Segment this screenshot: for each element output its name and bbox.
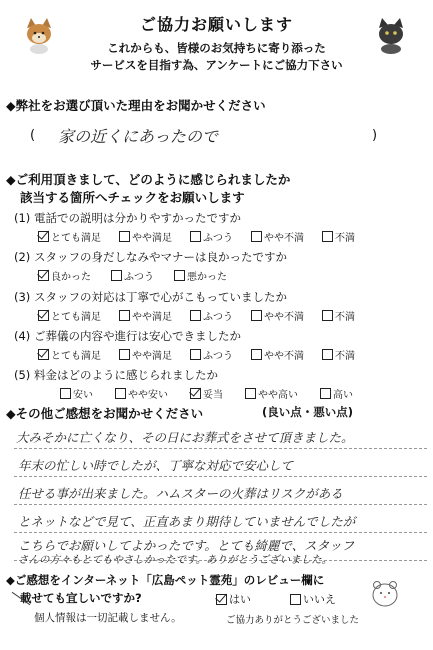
q1-option-label-3: ふつう [203,233,233,244]
q4-option-4[interactable] [251,347,304,362]
q4-option-label-1: とても満足 [51,351,101,362]
q5-checkbox-2[interactable] [115,388,126,399]
q4-checkbox-2[interactable] [119,349,130,360]
q5-option-label-2: やや安い [128,390,168,401]
question-5-label: (5) 料金はどのように感じられましたか [14,368,218,382]
comment-line-1: 大みそかに亡くなり、その日にお葬式をさせて頂きました。 [16,430,354,445]
q5-option-label-4: やや高い [258,390,298,401]
q1-option-2[interactable] [119,229,172,244]
comment-rule-3 [14,504,427,505]
privacy-note: 個人情報は一切記載しません。 [34,612,182,624]
q2-option-2[interactable] [111,268,154,283]
question-5-options [60,386,425,401]
q1-option-4[interactable] [251,229,304,244]
q4-option-5[interactable] [322,347,355,362]
comment-rule-2 [14,476,427,477]
q3-option-2[interactable] [119,308,172,323]
page-title: ご協力お願いします [139,15,293,34]
q5-checkbox-4[interactable] [245,388,256,399]
question-3-options [38,308,425,323]
hamster-icon [368,576,402,610]
q3-option-5[interactable] [322,308,355,323]
q4-checkbox-4[interactable] [251,349,262,360]
thanks-note: ご協力ありがとうございました [226,615,360,626]
q1-option-5[interactable] [322,229,355,244]
q4-checkbox-5[interactable] [322,349,333,360]
q4-option-label-2: やや満足 [132,351,172,362]
question-1-label: (1) 電話での説明は分かりやすかったですか [14,211,241,225]
comments-heading-note: (良い点・悪い点) [262,405,354,419]
review-permission-heading: ◆ご感想をインターネット「広島ペット霊苑」のレビュー欄に [6,573,325,587]
reason-answer[interactable]: 家の近くにあったので [58,127,218,146]
q3-option-4[interactable] [251,308,304,323]
q1-option-1[interactable] [38,229,101,244]
q1-option-label-4: やや不満 [264,233,304,244]
comment-line-6: さんの方々もとてもやさしかったです。ありがとうございました。 [18,554,333,566]
q3-option-label-3: ふつう [203,312,233,323]
reason-open-paren: ( [30,128,36,143]
q2-option-label-2: ふつう [124,272,154,283]
q3-checkbox-1[interactable] [38,310,49,321]
question-1-options [38,229,425,244]
q5-option-label-1: 安い [73,390,93,401]
review-no-label: いいえ [303,593,336,606]
q3-option-1[interactable] [38,308,101,323]
q4-option-3[interactable] [190,347,233,362]
q5-option-4[interactable] [245,386,298,401]
q1-option-label-2: やや満足 [132,233,172,244]
q5-checkbox-1[interactable] [60,388,71,399]
q2-option-1[interactable] [38,268,91,283]
reason-close-paren: ) [372,128,378,143]
comment-line-4: とネットなどで見て、正直あまり期待していませんでしたが [18,514,356,529]
question-4-options [38,347,425,362]
review-yes-checkbox[interactable] [216,594,227,605]
q2-option-3[interactable] [174,268,227,283]
review-no-option[interactable] [290,591,336,607]
intro-line-2: サービスを目指す為、アンケートにご協力下さい [90,58,343,72]
q1-checkbox-5[interactable] [322,231,333,242]
q4-option-label-4: やや不満 [264,351,304,362]
question-3-label: (3) スタッフの対応は丁寧で心がこもっていましたか [14,290,287,304]
q5-option-label-3: 妥当 [203,390,223,401]
q3-checkbox-3[interactable] [190,310,201,321]
comment-rule-1 [14,448,427,449]
q5-option-label-5: 高い [333,390,353,401]
q3-option-label-5: 不満 [335,312,355,323]
comment-line-2: 年末の忙しい時でしたが、丁寧な対応で安心して [18,458,294,473]
q1-option-label-5: 不満 [335,233,355,244]
question-2-label: (2) スタッフの身だしなみやマナーは良かったですか [14,250,287,264]
review-yes-option[interactable] [216,591,251,607]
q3-option-label-1: とても満足 [51,312,101,323]
q1-option-3[interactable] [190,229,233,244]
q1-checkbox-3[interactable] [190,231,201,242]
q3-option-label-2: やや満足 [132,312,172,323]
q3-checkbox-4[interactable] [251,310,262,321]
intro-line-1: これからも、皆様のお気持ちに寄り添った [107,41,326,55]
q4-option-label-5: 不満 [335,351,355,362]
comment-line-3: 任せる事が出来ました。ハムスターの火葬はリスクがある [18,486,343,501]
q4-checkbox-1[interactable] [38,349,49,360]
q4-option-2[interactable] [119,347,172,362]
q4-checkbox-3[interactable] [190,349,201,360]
q4-option-1[interactable] [38,347,101,362]
comment-line-5: こちらでお願いしてよかったです。とても綺麗で、スタッフ [18,538,355,553]
q3-checkbox-5[interactable] [322,310,333,321]
comments-heading: ◆その他ご感想をお聞かせください [6,406,204,421]
satisfaction-heading: ◆ご利用頂きまして、どのように感じられましたか [6,172,291,187]
satisfaction-subheading: 該当する箇所へチェックをお願いします [20,190,245,205]
q5-checkbox-5[interactable] [320,388,331,399]
q1-checkbox-2[interactable] [119,231,130,242]
q2-checkbox-3[interactable] [174,270,185,281]
q2-checkbox-2[interactable] [111,270,122,281]
q5-checkbox-3[interactable] [190,388,201,399]
review-permission-question: 載せても宜しいですか? [20,591,142,605]
q5-option-2[interactable] [115,386,168,401]
comment-rule-4 [14,532,427,533]
q4-option-label-3: ふつう [203,351,233,362]
q5-option-5[interactable] [320,386,353,401]
q5-option-1[interactable] [60,386,93,401]
reason-heading: ◆弊社をお選び頂いた理由をお聞かせください [6,98,266,113]
q3-option-label-4: やや不満 [264,312,304,323]
q1-checkbox-4[interactable] [251,231,262,242]
q1-option-label-1: とても満足 [51,233,101,244]
q1-checkbox-1[interactable] [38,231,49,242]
q5-option-3[interactable] [190,386,223,401]
question-4-label: (4) ご葬儀の内容や進行は安心できましたか [14,329,241,343]
q3-option-3[interactable] [190,308,233,323]
q2-checkbox-1[interactable] [38,270,49,281]
review-no-checkbox[interactable] [290,594,301,605]
q2-option-label-3: 悪かった [187,272,227,283]
q2-option-label-1: 良かった [51,272,91,283]
question-2-options [38,268,425,283]
q3-checkbox-2[interactable] [119,310,130,321]
review-yes-label: はい [229,593,251,606]
